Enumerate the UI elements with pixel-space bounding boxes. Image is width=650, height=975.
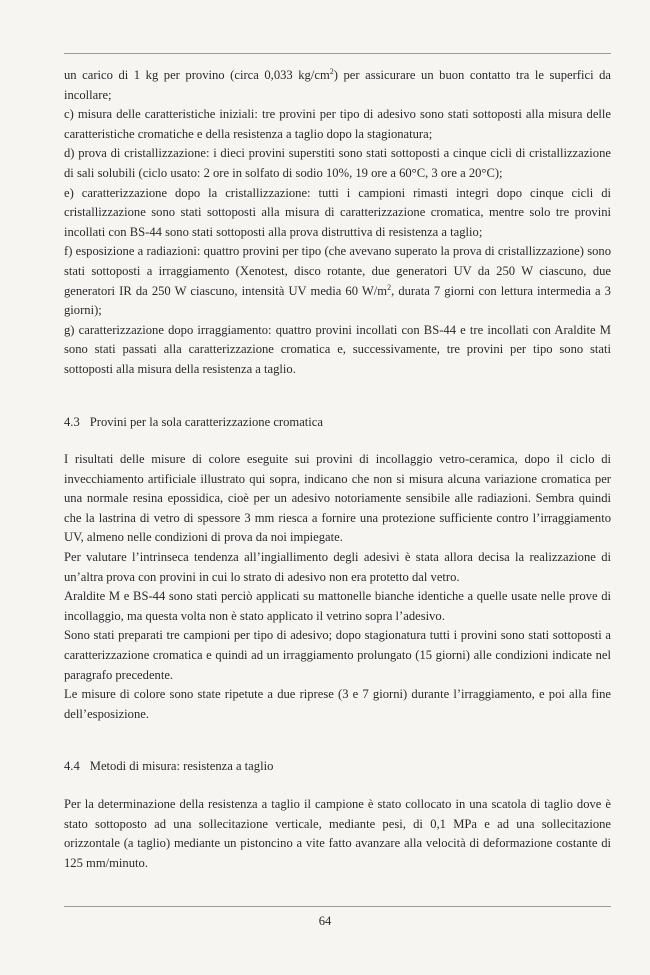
list-item-text: e) caratterizzazione dopo la cristallizzazione: tutti i campioni rimasti integri dopo cinque cicli di cristallizzazione sono stati sottoposti alla misura di caratterizzazione cromatica, mentre solo tre provini incollati con BS-44 sono stati sottoposti alla prova distruttiva di resistenza a taglio; [64, 185, 611, 239]
superscript: 2 [329, 66, 334, 76]
page-number: 64 [318, 914, 332, 928]
list-item-text: g) caratterizzazione dopo irraggiamento: quattro provini incollati con BS-44 e tre incollati con Araldite M sono stati passati alla caratterizzazione cromatica e, successivamente, tre provini per tipo sono stati sottoposti alla misura della resistenza a taglio. [64, 322, 611, 376]
section-4-4-body [64, 795, 611, 873]
list-item-text: c) misura delle caratteristiche iniziali: tre provini per tipo di adesivo sono stati sottoposti alla misura delle caratteristiche cromatiche e della resistenza a taglio dopo la stagionatura; [64, 107, 611, 141]
section-number: 4.4 [64, 759, 80, 774]
paragraph: Per la determinazione della resistenza a taglio il campione è stato collocato in una scatola di taglio dove è stato sottoposto ad una sollecitazione verticale, mediante pesi, di 0,1 MPa e ad una sollecitazione orizzontale (a taglio) mediante un pistoncino a vite fatto avanzare alla velocità di deformazione costante di 125 mm/minuto. [64, 797, 611, 870]
section-heading-4-3 [64, 413, 611, 433]
paragraph: Le misure di colore sono state ripetute a due riprese (3 e 7 giorni) durante l’irraggiamento, e poi alla fine dell’esposizione. [64, 687, 611, 721]
list-item [64, 66, 611, 105]
list-item [64, 105, 611, 144]
section-title: Metodi di misura: resistenza a taglio [89, 759, 274, 774]
list-item [64, 321, 611, 380]
page-body [64, 66, 611, 873]
list-item [64, 144, 611, 183]
list-item-text: ) per assicurare un buon contatto tra le superfici da incollare; [64, 68, 612, 102]
paragraph: Sono stati preparati tre campioni per tipo di adesivo; dopo stagionatura tutti i provini sono stati sottoposti a caratterizzazione cromatica e quindi ad un irraggiamento prolungato (15 giorni) alle condizioni indicate nel paragrafo precedente. [64, 628, 611, 682]
list-item-text: f) esposizione a radiazioni: quattro provini per tipo (che avevano superato la prova di cristallizzazione) sono stati sottoposti a irraggiamento (Xenotest, disco rotante, due generatori UV da 250 W ciascuno, due generatori IR da 250 W ciascuno, intensità UV media 60 W/m [64, 244, 611, 298]
list-item-text: un carico di 1 kg per provino (circa 0,033 kg/cm [64, 68, 330, 82]
superscript: 2 [387, 282, 392, 292]
section-title: Provini per la sola caratterizzazione cromatica [89, 414, 323, 429]
section-number: 4.3 [64, 414, 80, 429]
list-item-text: d) prova di cristallizzazione: i dieci provini superstiti sono stati sottoposti a cinque cicli di cristallizzazione di sali solubili (ciclo usato: 2 ore in solfato di sodio 10%, 19 ore a 60°C, 3 ore a 20°C); [64, 146, 611, 180]
list-item-text: , durata 7 giorni con lettura intermedia a 3 giorni); [64, 283, 611, 318]
list-item [64, 184, 611, 243]
section-heading-4-4 [64, 757, 611, 777]
list-item [64, 242, 611, 320]
footer-rule [64, 906, 611, 907]
header-rule [64, 53, 611, 54]
section-4-3-body [64, 450, 611, 724]
paragraph: I risultati delle misure di colore eseguite sui provini di incollaggio vetro-ceramica, dopo il ciclo di invecchiamento artificiale illustrato qui sopra, indicano che non si misura alcuna variazione cromatica per una normale resina epossidica, cioè per un adesivo notoriamente sensibile alle radiazioni. Sembra quindi che la lastrina di vetro di spessore 3 mm riesca a fornire una protezione sufficiente contro l’irraggiamento UV, almeno nelle condizioni di prova da noi impiegate. [64, 452, 611, 545]
paragraph: Per valutare l’intrinseca tendenza all’ingiallimento degli adesivi è stata allora decisa la realizzazione di un’altra prova con provini in cui lo strato di adesivo non era protetto dal vetro. [64, 550, 611, 584]
paragraph: Araldite M e BS-44 sono stati perciò applicati su mattonelle bianche identiche a quelle usate nelle prove di incollaggio, ma questa volta non è stato applicato il vetrino sopra l’adesivo. [64, 589, 611, 623]
procedure-list [64, 66, 611, 380]
